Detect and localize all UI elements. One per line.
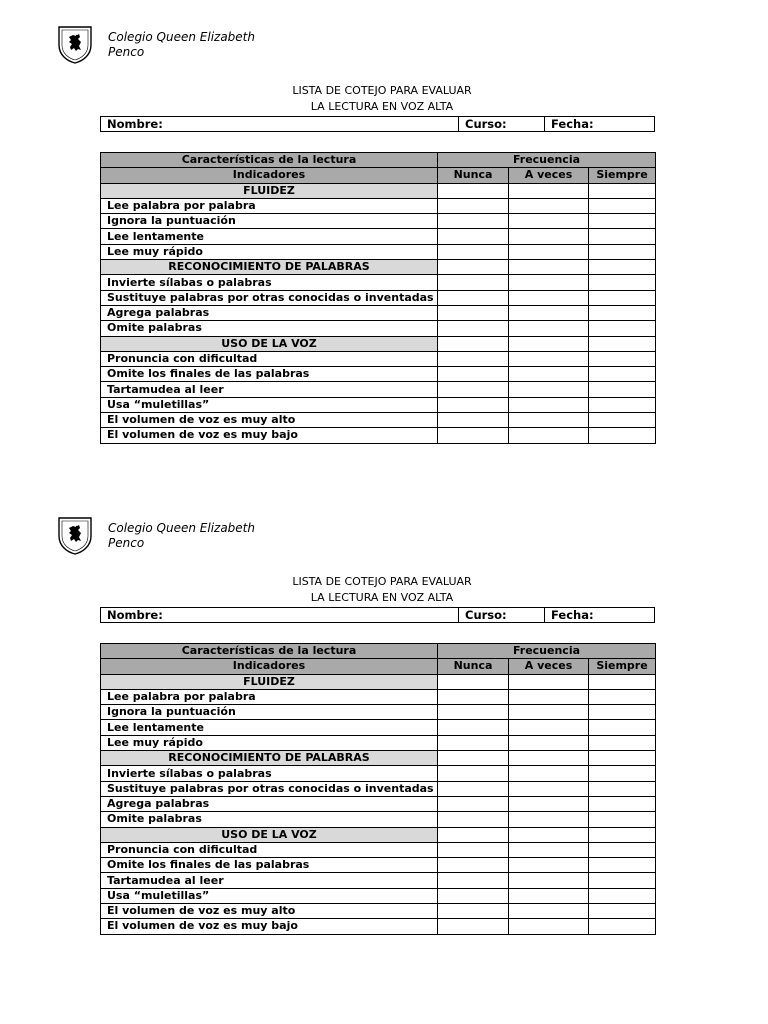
check-cell-siempre[interactable]	[589, 858, 656, 873]
check-cell-siempre[interactable]	[589, 689, 656, 704]
check-cell-nunca[interactable]	[438, 858, 509, 873]
header-caracteristicas: Características de la lectura	[101, 644, 438, 659]
student-info-row	[100, 607, 655, 623]
check-cell-a-veces[interactable]	[509, 689, 589, 704]
form-title-line1: LISTA DE COTEJO PARA EVALUAR	[292, 575, 472, 588]
check-cell-a-veces[interactable]	[509, 705, 589, 720]
indicator-row	[101, 796, 656, 811]
check-cell-nunca[interactable]	[438, 796, 509, 811]
check-cell-a-veces[interactable]	[509, 229, 589, 244]
check-cell-nunca[interactable]	[438, 229, 509, 244]
check-cell-siempre[interactable]	[589, 888, 656, 903]
check-cell-a-veces[interactable]	[509, 367, 589, 382]
form-title-line2: LA LECTURA EN VOZ ALTA	[310, 591, 454, 604]
check-cell-nunca[interactable]	[438, 397, 509, 412]
section-cell-a-veces	[509, 751, 589, 766]
col-siempre: Siempre	[589, 659, 656, 674]
indicator-row	[101, 244, 656, 259]
check-cell-nunca[interactable]	[438, 781, 509, 796]
section-row	[101, 336, 656, 351]
indicator-label: Tartamudea al leer	[101, 382, 438, 397]
check-cell-siempre[interactable]	[589, 781, 656, 796]
check-cell-nunca[interactable]	[438, 888, 509, 903]
check-cell-siempre[interactable]	[589, 735, 656, 750]
indicator-label: Lee lentamente	[101, 229, 438, 244]
header-row-columns	[101, 168, 656, 183]
section-title: USO DE LA VOZ	[101, 827, 438, 842]
section-cell-a-veces	[509, 183, 589, 198]
indicator-row	[101, 735, 656, 750]
indicator-row	[101, 428, 656, 443]
check-cell-a-veces[interactable]	[509, 382, 589, 397]
fecha-field[interactable]: Fecha:	[544, 608, 654, 622]
indicator-row	[101, 873, 656, 888]
indicator-label: El volumen de voz es muy alto	[101, 904, 438, 919]
check-cell-a-veces[interactable]	[509, 275, 589, 290]
student-info-row	[100, 116, 655, 132]
check-cell-nunca[interactable]	[438, 842, 509, 857]
section-row	[101, 827, 656, 842]
check-cell-siempre[interactable]	[589, 382, 656, 397]
section-cell-nunca	[438, 260, 509, 275]
check-cell-siempre[interactable]	[589, 766, 656, 781]
section-cell-siempre	[589, 336, 656, 351]
col-siempre: Siempre	[589, 168, 656, 183]
col-a-veces: A veces	[509, 659, 589, 674]
check-cell-a-veces[interactable]	[509, 397, 589, 412]
form-title-line1: LISTA DE COTEJO PARA EVALUAR	[292, 84, 472, 97]
check-cell-nunca[interactable]	[438, 766, 509, 781]
section-cell-nunca	[438, 751, 509, 766]
check-cell-a-veces[interactable]	[509, 858, 589, 873]
indicator-label: Sustituye palabras por otras conocidas o inventadas	[101, 781, 438, 796]
curso-field[interactable]: Curso:	[458, 117, 544, 131]
indicator-row	[101, 705, 656, 720]
section-title: RECONOCIMIENTO DE PALABRAS	[101, 751, 438, 766]
indicator-label: El volumen de voz es muy bajo	[101, 428, 438, 443]
check-cell-a-veces[interactable]	[509, 290, 589, 305]
indicator-label: Omite los finales de las palabras	[101, 367, 438, 382]
indicator-label: Usa “muletillas”	[101, 397, 438, 412]
header-row-main	[101, 153, 656, 168]
indicator-row	[101, 413, 656, 428]
form-title-line2: LA LECTURA EN VOZ ALTA	[310, 100, 454, 113]
indicator-row	[101, 305, 656, 320]
indicator-row	[101, 919, 656, 934]
check-cell-siempre[interactable]	[589, 229, 656, 244]
section-cell-siempre	[589, 827, 656, 842]
section-cell-a-veces	[509, 674, 589, 689]
indicator-label: Omite palabras	[101, 321, 438, 336]
check-cell-nunca[interactable]	[438, 689, 509, 704]
checklist-table	[100, 643, 656, 935]
section-title: USO DE LA VOZ	[101, 336, 438, 351]
check-cell-nunca[interactable]	[438, 214, 509, 229]
check-cell-nunca[interactable]	[438, 919, 509, 934]
check-cell-siempre[interactable]	[589, 428, 656, 443]
school-city: Penco	[108, 536, 145, 550]
indicator-label: Lee lentamente	[101, 720, 438, 735]
indicator-row	[101, 290, 656, 305]
check-cell-nunca[interactable]	[438, 720, 509, 735]
check-cell-a-veces[interactable]	[509, 766, 589, 781]
check-cell-nunca[interactable]	[438, 290, 509, 305]
indicator-label: Pronuncia con dificultad	[101, 351, 438, 366]
section-cell-a-veces	[509, 827, 589, 842]
section-cell-nunca	[438, 827, 509, 842]
col-nunca: Nunca	[438, 659, 509, 674]
checklist-form-2	[0, 491, 768, 971]
check-cell-a-veces[interactable]	[509, 904, 589, 919]
section-cell-nunca	[438, 183, 509, 198]
section-row	[101, 260, 656, 275]
indicator-label: Lee muy rápido	[101, 244, 438, 259]
check-cell-siempre[interactable]	[589, 413, 656, 428]
nombre-field[interactable]: Nombre:	[107, 117, 163, 131]
check-cell-siempre[interactable]	[589, 796, 656, 811]
checklist-table	[100, 152, 656, 444]
section-row	[101, 751, 656, 766]
checklist-form-1	[0, 0, 768, 480]
check-cell-siempre[interactable]	[589, 873, 656, 888]
check-cell-a-veces[interactable]	[509, 888, 589, 903]
check-cell-siempre[interactable]	[589, 351, 656, 366]
check-cell-a-veces[interactable]	[509, 919, 589, 934]
check-cell-nunca[interactable]	[438, 873, 509, 888]
indicator-label: Tartamudea al leer	[101, 873, 438, 888]
indicator-row	[101, 858, 656, 873]
header-frecuencia: Frecuencia	[438, 153, 656, 168]
curso-field[interactable]: Curso:	[458, 608, 544, 622]
school-city: Penco	[108, 45, 145, 59]
check-cell-siempre[interactable]	[589, 321, 656, 336]
check-cell-a-veces[interactable]	[509, 812, 589, 827]
check-cell-siempre[interactable]	[589, 919, 656, 934]
check-cell-siempre[interactable]	[589, 305, 656, 320]
indicator-label: Sustituye palabras por otras conocidas o inventadas	[101, 290, 438, 305]
indicator-label: Invierte sílabas o palabras	[101, 275, 438, 290]
check-cell-a-veces[interactable]	[509, 244, 589, 259]
indicator-row	[101, 367, 656, 382]
school-name: Colegio Queen Elizabeth	[108, 30, 255, 44]
school-seal-logo	[56, 24, 94, 64]
indicator-label: Ignora la puntuación	[101, 705, 438, 720]
header-row-columns	[101, 659, 656, 674]
col-a-veces: A veces	[509, 168, 589, 183]
indicator-row	[101, 351, 656, 366]
check-cell-a-veces[interactable]	[509, 321, 589, 336]
section-cell-a-veces	[509, 336, 589, 351]
section-title: FLUIDEZ	[101, 674, 438, 689]
indicator-label: El volumen de voz es muy alto	[101, 413, 438, 428]
school-seal-logo	[56, 515, 94, 555]
check-cell-a-veces[interactable]	[509, 796, 589, 811]
check-cell-nunca[interactable]	[438, 413, 509, 428]
check-cell-nunca[interactable]	[438, 428, 509, 443]
check-cell-nunca[interactable]	[438, 382, 509, 397]
check-cell-nunca[interactable]	[438, 735, 509, 750]
indicator-label: Usa “muletillas”	[101, 888, 438, 903]
header-caracteristicas: Características de la lectura	[101, 153, 438, 168]
indicator-label: Lee palabra por palabra	[101, 689, 438, 704]
section-cell-nunca	[438, 674, 509, 689]
indicator-label: Omite palabras	[101, 812, 438, 827]
indicator-row	[101, 229, 656, 244]
indicator-row	[101, 214, 656, 229]
indicator-row	[101, 321, 656, 336]
check-cell-nunca[interactable]	[438, 244, 509, 259]
section-cell-siempre	[589, 751, 656, 766]
check-cell-nunca[interactable]	[438, 305, 509, 320]
indicator-label: Omite los finales de las palabras	[101, 858, 438, 873]
section-row	[101, 674, 656, 689]
check-cell-a-veces[interactable]	[509, 842, 589, 857]
check-cell-siempre[interactable]	[589, 244, 656, 259]
indicator-row	[101, 781, 656, 796]
check-cell-a-veces[interactable]	[509, 351, 589, 366]
indicator-label: Agrega palabras	[101, 796, 438, 811]
col-indicadores: Indicadores	[101, 659, 438, 674]
check-cell-nunca[interactable]	[438, 198, 509, 213]
indicator-label: Ignora la puntuación	[101, 214, 438, 229]
indicator-row	[101, 198, 656, 213]
indicator-row	[101, 397, 656, 412]
check-cell-nunca[interactable]	[438, 275, 509, 290]
indicator-row	[101, 812, 656, 827]
section-row	[101, 183, 656, 198]
indicator-row	[101, 842, 656, 857]
section-cell-nunca	[438, 336, 509, 351]
check-cell-siempre[interactable]	[589, 904, 656, 919]
col-indicadores: Indicadores	[101, 168, 438, 183]
section-cell-siempre	[589, 260, 656, 275]
check-cell-siempre[interactable]	[589, 290, 656, 305]
check-cell-a-veces[interactable]	[509, 198, 589, 213]
indicator-row	[101, 720, 656, 735]
indicator-label: Lee muy rápido	[101, 735, 438, 750]
check-cell-siempre[interactable]	[589, 275, 656, 290]
check-cell-a-veces[interactable]	[509, 781, 589, 796]
check-cell-siempre[interactable]	[589, 397, 656, 412]
col-nunca: Nunca	[438, 168, 509, 183]
section-title: RECONOCIMIENTO DE PALABRAS	[101, 260, 438, 275]
indicator-row	[101, 766, 656, 781]
fecha-field[interactable]: Fecha:	[544, 117, 654, 131]
check-cell-siempre[interactable]	[589, 214, 656, 229]
check-cell-a-veces[interactable]	[509, 214, 589, 229]
check-cell-nunca[interactable]	[438, 367, 509, 382]
section-title: FLUIDEZ	[101, 183, 438, 198]
check-cell-a-veces[interactable]	[509, 413, 589, 428]
check-cell-siempre[interactable]	[589, 812, 656, 827]
indicator-label: Agrega palabras	[101, 305, 438, 320]
check-cell-nunca[interactable]	[438, 705, 509, 720]
header-row-main	[101, 644, 656, 659]
indicator-row	[101, 275, 656, 290]
check-cell-nunca[interactable]	[438, 351, 509, 366]
check-cell-siempre[interactable]	[589, 705, 656, 720]
check-cell-siempre[interactable]	[589, 720, 656, 735]
indicator-row	[101, 382, 656, 397]
indicator-label: Invierte sílabas o palabras	[101, 766, 438, 781]
school-name-block	[108, 521, 255, 551]
nombre-field[interactable]: Nombre:	[107, 608, 163, 622]
check-cell-a-veces[interactable]	[509, 735, 589, 750]
check-cell-nunca[interactable]	[438, 321, 509, 336]
check-cell-nunca[interactable]	[438, 904, 509, 919]
check-cell-a-veces[interactable]	[509, 305, 589, 320]
check-cell-siempre[interactable]	[589, 367, 656, 382]
indicator-label: El volumen de voz es muy bajo	[101, 919, 438, 934]
indicator-row	[101, 888, 656, 903]
check-cell-nunca[interactable]	[438, 812, 509, 827]
indicator-label: Pronuncia con dificultad	[101, 842, 438, 857]
check-cell-a-veces[interactable]	[509, 720, 589, 735]
header-frecuencia: Frecuencia	[438, 644, 656, 659]
section-cell-a-veces	[509, 260, 589, 275]
check-cell-siempre[interactable]	[589, 842, 656, 857]
section-cell-siempre	[589, 183, 656, 198]
school-name: Colegio Queen Elizabeth	[108, 521, 255, 535]
school-name-block	[108, 30, 255, 60]
indicator-label: Lee palabra por palabra	[101, 198, 438, 213]
check-cell-siempre[interactable]	[589, 198, 656, 213]
check-cell-a-veces[interactable]	[509, 873, 589, 888]
indicator-row	[101, 689, 656, 704]
indicator-row	[101, 904, 656, 919]
check-cell-a-veces[interactable]	[509, 428, 589, 443]
section-cell-siempre	[589, 674, 656, 689]
